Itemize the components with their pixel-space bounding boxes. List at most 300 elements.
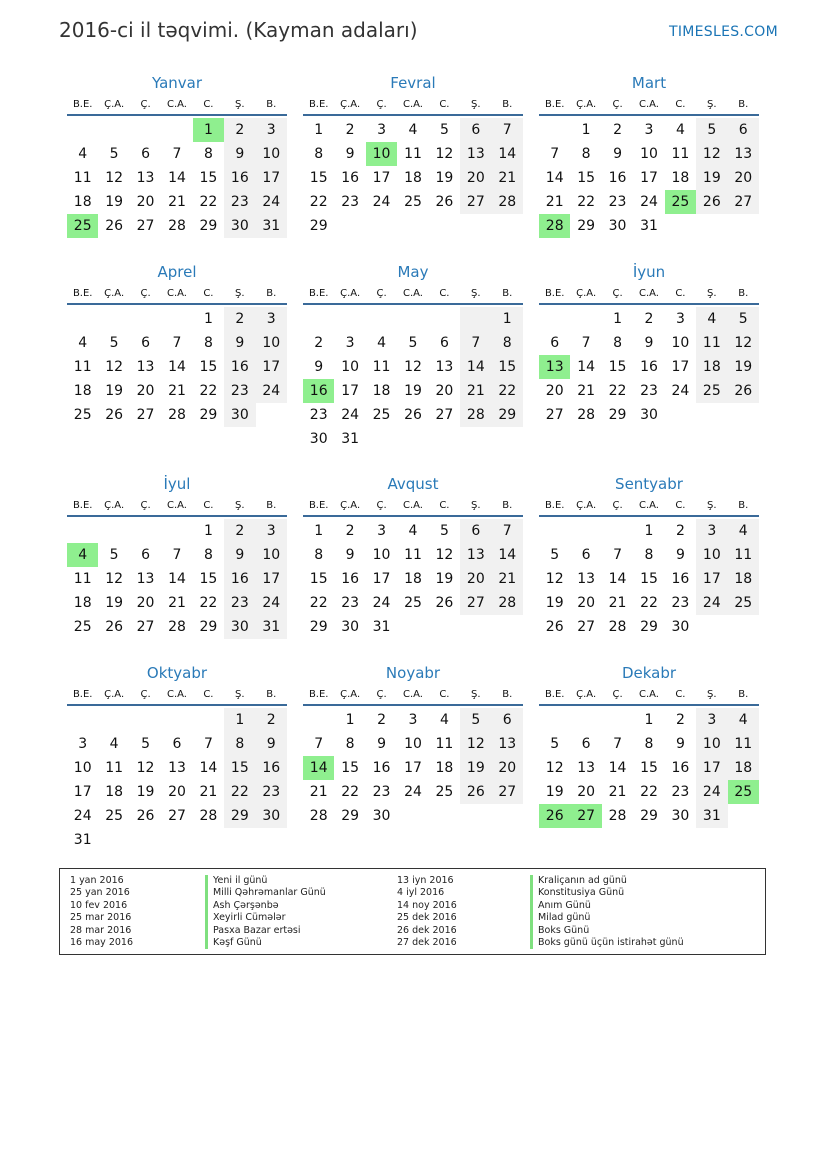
day-cell: 4: [78, 335, 88, 351]
day-cell: 16: [608, 170, 627, 186]
day-cell: 8: [224, 732, 255, 756]
month-fevral: [303, 70, 523, 238]
weekday-label: Ç.A.: [340, 500, 361, 511]
day-cell: 4: [728, 708, 759, 732]
weekday-label: C.A.: [638, 500, 659, 511]
day-cell: 14: [492, 543, 523, 567]
day-cell: 3: [377, 523, 387, 539]
day-cell: 15: [199, 170, 218, 186]
day-cell: 24: [404, 784, 422, 800]
day-cell: 29: [309, 218, 328, 234]
day-cell: 9: [613, 146, 623, 162]
weekday-label: Ç.: [376, 500, 387, 511]
day-cell: 1: [203, 523, 213, 539]
weekday-label: Ç.: [612, 500, 623, 511]
day-cell: 13: [136, 571, 155, 587]
day-cell: 14: [608, 571, 627, 587]
day-cell: 15: [224, 756, 255, 780]
day-cell: 1: [314, 523, 324, 539]
empty-cell: [130, 307, 161, 331]
day-cell: 18: [73, 595, 92, 611]
day-cell: 3: [696, 519, 727, 543]
holiday-cell: 25: [67, 214, 98, 238]
day-cell: 11: [105, 760, 124, 776]
legend-holiday-name: Konstitusiya Günü: [530, 887, 684, 899]
weekday-header: [67, 96, 287, 116]
day-cell: 11: [73, 571, 92, 587]
day-cell: 8: [314, 547, 324, 563]
day-cell: 13: [168, 760, 186, 776]
weekday-header: [67, 686, 287, 706]
day-cell: 15: [341, 760, 360, 776]
day-cell: 25: [372, 407, 391, 423]
day-cell: 12: [545, 571, 564, 587]
day-cell: 23: [224, 379, 255, 403]
day-cell: 20: [492, 756, 523, 780]
day-cell: 11: [435, 736, 454, 752]
month-name: Sentyabr: [615, 475, 683, 493]
weekday-label: C.: [439, 500, 450, 511]
legend-names-right: [530, 875, 684, 949]
day-cell: 23: [309, 407, 328, 423]
month-name: Avqust: [387, 475, 439, 493]
day-cell: 29: [640, 808, 658, 824]
day-cell: 12: [545, 760, 564, 776]
day-cell: 5: [439, 122, 449, 138]
day-cell: 29: [492, 403, 523, 427]
day-cell: 30: [224, 214, 255, 238]
weekday-label: Ç.: [140, 99, 151, 110]
weekday-label: Ş.: [471, 689, 481, 700]
weekday-label: C.A.: [402, 288, 423, 299]
day-cell: 30: [256, 804, 287, 828]
day-cell: 18: [728, 756, 759, 780]
weekday-label: B.E.: [72, 689, 93, 700]
day-cell: 21: [608, 784, 627, 800]
day-cell: 7: [172, 146, 182, 162]
day-cell: 19: [105, 194, 124, 210]
day-cell: 8: [203, 547, 213, 563]
legend-holiday-name: Milad günü: [530, 912, 684, 924]
day-cell: 9: [377, 736, 387, 752]
day-grid: [67, 519, 287, 639]
weekday-label: Ş.: [235, 500, 245, 511]
day-cell: 9: [224, 142, 255, 166]
weekday-label: B.: [266, 689, 277, 700]
day-cell: 26: [404, 407, 422, 423]
day-cell: 3: [696, 708, 727, 732]
weekday-label: C.A.: [402, 689, 423, 700]
empty-cell: [366, 307, 397, 331]
legend-date: 25 mar 2016: [70, 912, 132, 924]
day-cell: 13: [577, 760, 596, 776]
day-cell: 12: [105, 571, 124, 587]
day-cell: 8: [345, 736, 355, 752]
day-cell: 22: [640, 784, 658, 800]
empty-cell: [602, 519, 633, 543]
day-cell: 26: [136, 808, 155, 824]
day-cell: 19: [728, 355, 759, 379]
weekday-label: Ç.A.: [104, 500, 125, 511]
day-cell: 27: [460, 591, 491, 615]
day-cell: 2: [345, 122, 355, 138]
day-cell: 31: [372, 619, 391, 635]
empty-cell: [98, 708, 129, 732]
day-cell: 24: [341, 407, 360, 423]
legend-names-left: [205, 875, 326, 949]
day-cell: 20: [435, 383, 454, 399]
day-cell: 3: [408, 712, 418, 728]
empty-cell: [303, 708, 334, 732]
day-cell: 1: [203, 311, 213, 327]
holiday-cell: 10: [366, 142, 397, 166]
day-cell: 5: [109, 335, 119, 351]
day-cell: 24: [696, 780, 727, 804]
day-cell: 2: [675, 523, 685, 539]
day-cell: 19: [545, 595, 564, 611]
holiday-cell: 14: [303, 756, 334, 780]
weekday-label: Ç.A.: [576, 500, 597, 511]
day-cell: 28: [492, 190, 523, 214]
day-grid: [539, 519, 759, 639]
empty-cell: [193, 708, 224, 732]
day-cell: 27: [460, 190, 491, 214]
empty-cell: [161, 307, 192, 331]
day-cell: 26: [105, 619, 124, 635]
weekday-label: B.: [266, 500, 277, 511]
day-cell: 24: [73, 808, 92, 824]
weekday-label: Ş.: [707, 99, 717, 110]
day-cell: 14: [577, 359, 596, 375]
weekday-label: C.A.: [638, 689, 659, 700]
day-cell: 15: [309, 571, 328, 587]
day-cell: 2: [675, 712, 685, 728]
day-cell: 30: [671, 619, 690, 635]
day-cell: 13: [136, 170, 155, 186]
weekday-label: B.: [738, 288, 749, 299]
weekday-header: [539, 497, 759, 517]
weekday-label: Ç.: [140, 689, 151, 700]
day-cell: 29: [608, 407, 627, 423]
weekday-label: C.A.: [638, 288, 659, 299]
day-cell: 30: [224, 615, 255, 639]
day-cell: 22: [341, 784, 360, 800]
holiday-cell: 13: [539, 355, 570, 379]
month-yanvar: [67, 70, 287, 238]
weekday-label: Ç.: [612, 288, 623, 299]
empty-cell: [570, 307, 601, 331]
day-cell: 17: [341, 383, 360, 399]
day-cell: 30: [640, 407, 658, 423]
empty-cell: [98, 519, 129, 543]
day-cell: 13: [577, 571, 596, 587]
weekday-header: [303, 686, 523, 706]
day-cell: 1: [644, 712, 654, 728]
weekday-label: Ş.: [471, 500, 481, 511]
day-cell: 19: [435, 170, 454, 186]
day-cell: 10: [341, 359, 360, 375]
weekday-label: C.A.: [166, 500, 187, 511]
day-cell: 17: [696, 756, 727, 780]
day-cell: 11: [696, 331, 727, 355]
day-cell: 24: [640, 194, 658, 210]
day-cell: 23: [341, 595, 360, 611]
day-cell: 6: [172, 736, 182, 752]
weekday-header: [539, 285, 759, 305]
weekday-label: C.: [675, 689, 686, 700]
day-cell: 15: [640, 760, 658, 776]
day-cell: 5: [408, 335, 418, 351]
day-cell: 17: [696, 567, 727, 591]
day-cell: 30: [608, 218, 627, 234]
weekday-label: Ç.A.: [104, 99, 125, 110]
day-cell: 15: [199, 571, 218, 587]
weekday-label: Ç.A.: [340, 288, 361, 299]
day-cell: 14: [168, 571, 186, 587]
legend-dates-left: [70, 875, 133, 949]
weekday-header: [67, 285, 287, 305]
weekday-label: C.A.: [166, 689, 187, 700]
day-cell: 4: [109, 736, 119, 752]
day-cell: 1: [492, 307, 523, 331]
month-mart: [539, 70, 759, 238]
day-cell: 9: [345, 547, 355, 563]
day-cell: 10: [696, 732, 727, 756]
weekday-label: C.: [675, 99, 686, 110]
weekday-label: B.: [502, 288, 513, 299]
day-cell: 29: [199, 619, 218, 635]
day-cell: 5: [696, 118, 727, 142]
day-cell: 3: [675, 311, 685, 327]
day-cell: 13: [136, 359, 155, 375]
day-cell: 12: [105, 359, 124, 375]
legend-date: 1 yan 2016: [70, 875, 124, 886]
day-cell: 5: [141, 736, 151, 752]
day-cell: 18: [372, 383, 391, 399]
day-cell: 6: [581, 547, 591, 563]
day-cell: 3: [644, 122, 654, 138]
day-cell: 2: [377, 712, 387, 728]
day-cell: 2: [314, 335, 324, 351]
day-cell: 17: [372, 170, 391, 186]
month-name: Mart: [631, 74, 667, 92]
empty-cell: [539, 519, 570, 543]
day-cell: 5: [109, 146, 119, 162]
day-cell: 30: [671, 808, 690, 824]
day-cell: 29: [309, 619, 328, 635]
day-cell: 17: [671, 359, 690, 375]
weekday-label: B.E.: [308, 99, 329, 110]
month-name: Noyabr: [385, 664, 441, 682]
day-cell: 5: [460, 708, 491, 732]
weekday-label: Ç.A.: [340, 99, 361, 110]
day-cell: 8: [203, 146, 213, 162]
day-cell: 28: [492, 591, 523, 615]
day-cell: 19: [460, 756, 491, 780]
month-name: Oktyabr: [146, 664, 208, 682]
day-cell: 15: [608, 359, 627, 375]
page-title: 2016-ci il təqvimi. (Kayman adaları): [59, 18, 418, 42]
empty-cell: [130, 118, 161, 142]
day-cell: 21: [168, 383, 186, 399]
legend-holiday-name: Kəşf Günü: [205, 937, 326, 949]
weekday-label: Ş.: [235, 288, 245, 299]
weekday-label: Ç.: [140, 500, 151, 511]
day-cell: 25: [404, 595, 422, 611]
day-cell: 6: [141, 547, 151, 563]
empty-cell: [161, 708, 192, 732]
day-cell: 2: [256, 708, 287, 732]
day-cell: 8: [314, 146, 324, 162]
day-cell: 21: [168, 194, 186, 210]
month-may: [303, 259, 523, 451]
day-cell: 5: [728, 307, 759, 331]
day-cell: 26: [105, 218, 124, 234]
weekday-label: Ş.: [235, 689, 245, 700]
weekday-label: Ç.: [612, 689, 623, 700]
weekday-label: C.: [675, 288, 686, 299]
empty-cell: [67, 519, 98, 543]
day-cell: 5: [550, 736, 560, 752]
weekday-label: C.A.: [402, 500, 423, 511]
legend-holiday-name: Milli Qəhrəmanlar Günü: [205, 887, 326, 899]
month-name: Fevral: [390, 74, 436, 92]
day-cell: 12: [435, 547, 454, 563]
weekday-label: B.E.: [544, 99, 565, 110]
day-cell: 22: [577, 194, 596, 210]
weekday-label: Ç.A.: [104, 689, 125, 700]
day-grid: [539, 708, 759, 828]
day-cell: 16: [372, 760, 391, 776]
day-cell: 21: [168, 595, 186, 611]
day-cell: 31: [256, 615, 287, 639]
holiday-cell: 28: [539, 214, 570, 238]
day-cell: 7: [492, 118, 523, 142]
weekday-label: C.: [203, 500, 214, 511]
weekday-label: C.A.: [638, 99, 659, 110]
legend-holiday-name: Pasxa Bazar ertəsi: [205, 925, 326, 937]
day-cell: 7: [314, 736, 324, 752]
legend-date: 26 dek 2016: [397, 924, 457, 936]
day-cell: 7: [460, 331, 491, 355]
legend-date: 10 fev 2016: [70, 899, 128, 911]
day-cell: 11: [404, 146, 422, 162]
day-cell: 28: [168, 619, 186, 635]
day-cell: 25: [728, 591, 759, 615]
day-cell: 7: [172, 335, 182, 351]
day-cell: 8: [203, 335, 213, 351]
weekday-label: B.: [738, 99, 749, 110]
weekday-header: [303, 285, 523, 305]
holiday-cell: 4: [67, 543, 98, 567]
day-grid: [303, 307, 523, 451]
day-cell: 2: [224, 118, 255, 142]
month-name: İyul: [163, 475, 191, 493]
day-cell: 19: [105, 383, 124, 399]
day-cell: 21: [608, 595, 627, 611]
weekday-label: C.: [203, 99, 214, 110]
weekday-label: B.E.: [308, 288, 329, 299]
day-cell: 20: [577, 784, 596, 800]
day-cell: 12: [696, 142, 727, 166]
day-cell: 6: [460, 519, 491, 543]
empty-cell: [67, 708, 98, 732]
weekday-label: Ş.: [707, 288, 717, 299]
day-cell: 25: [404, 194, 422, 210]
day-cell: 30: [224, 403, 255, 427]
day-cell: 9: [675, 547, 685, 563]
day-cell: 28: [460, 403, 491, 427]
day-cell: 20: [545, 383, 564, 399]
holiday-cell: 16: [303, 379, 334, 403]
day-cell: 17: [256, 567, 287, 591]
day-cell: 31: [696, 804, 727, 828]
weekday-label: B.: [738, 689, 749, 700]
legend-date: 25 yan 2016: [70, 887, 130, 899]
day-cell: 21: [545, 194, 564, 210]
day-cell: 28: [199, 808, 218, 824]
weekday-label: Ç.A.: [104, 288, 125, 299]
day-cell: 10: [372, 547, 391, 563]
legend-date: 25 dek 2016: [397, 912, 457, 924]
day-cell: 12: [105, 170, 124, 186]
holiday-cell: 27: [570, 804, 601, 828]
month-i̇yun: [539, 259, 759, 427]
empty-cell: [161, 118, 192, 142]
day-cell: 18: [73, 194, 92, 210]
day-cell: 27: [136, 619, 155, 635]
legend-holiday-name: Xeyirli Cümələr: [205, 912, 326, 924]
day-cell: 1: [224, 708, 255, 732]
day-cell: 28: [168, 407, 186, 423]
weekday-label: Ş.: [471, 99, 481, 110]
day-cell: 17: [372, 571, 391, 587]
day-cell: 27: [728, 190, 759, 214]
day-cell: 17: [404, 760, 422, 776]
empty-cell: [570, 708, 601, 732]
day-cell: 24: [696, 591, 727, 615]
day-cell: 13: [435, 359, 454, 375]
day-cell: 26: [696, 190, 727, 214]
day-cell: 19: [404, 383, 422, 399]
day-cell: 5: [109, 547, 119, 563]
weekday-label: B.E.: [72, 288, 93, 299]
day-cell: 21: [309, 784, 328, 800]
day-cell: 21: [460, 379, 491, 403]
empty-cell: [460, 307, 491, 331]
day-cell: 4: [675, 122, 685, 138]
day-cell: 29: [341, 808, 360, 824]
day-cell: 10: [73, 760, 92, 776]
day-cell: 30: [309, 431, 328, 447]
day-cell: 16: [341, 571, 360, 587]
legend-holiday-name: Yeni il günü: [205, 875, 326, 887]
day-cell: 22: [309, 595, 328, 611]
day-cell: 28: [608, 808, 627, 824]
day-grid: [303, 118, 523, 238]
day-cell: 28: [608, 619, 627, 635]
day-cell: 11: [404, 547, 422, 563]
month-i̇yul: [67, 471, 287, 639]
day-cell: 20: [136, 595, 155, 611]
month-name: Aprel: [157, 263, 197, 281]
day-cell: 30: [341, 619, 360, 635]
day-cell: 4: [728, 519, 759, 543]
brand-link[interactable]: TIMESLES.COM: [669, 24, 778, 40]
day-cell: 18: [728, 567, 759, 591]
day-cell: 11: [372, 359, 391, 375]
weekday-label: Ç.: [612, 99, 623, 110]
